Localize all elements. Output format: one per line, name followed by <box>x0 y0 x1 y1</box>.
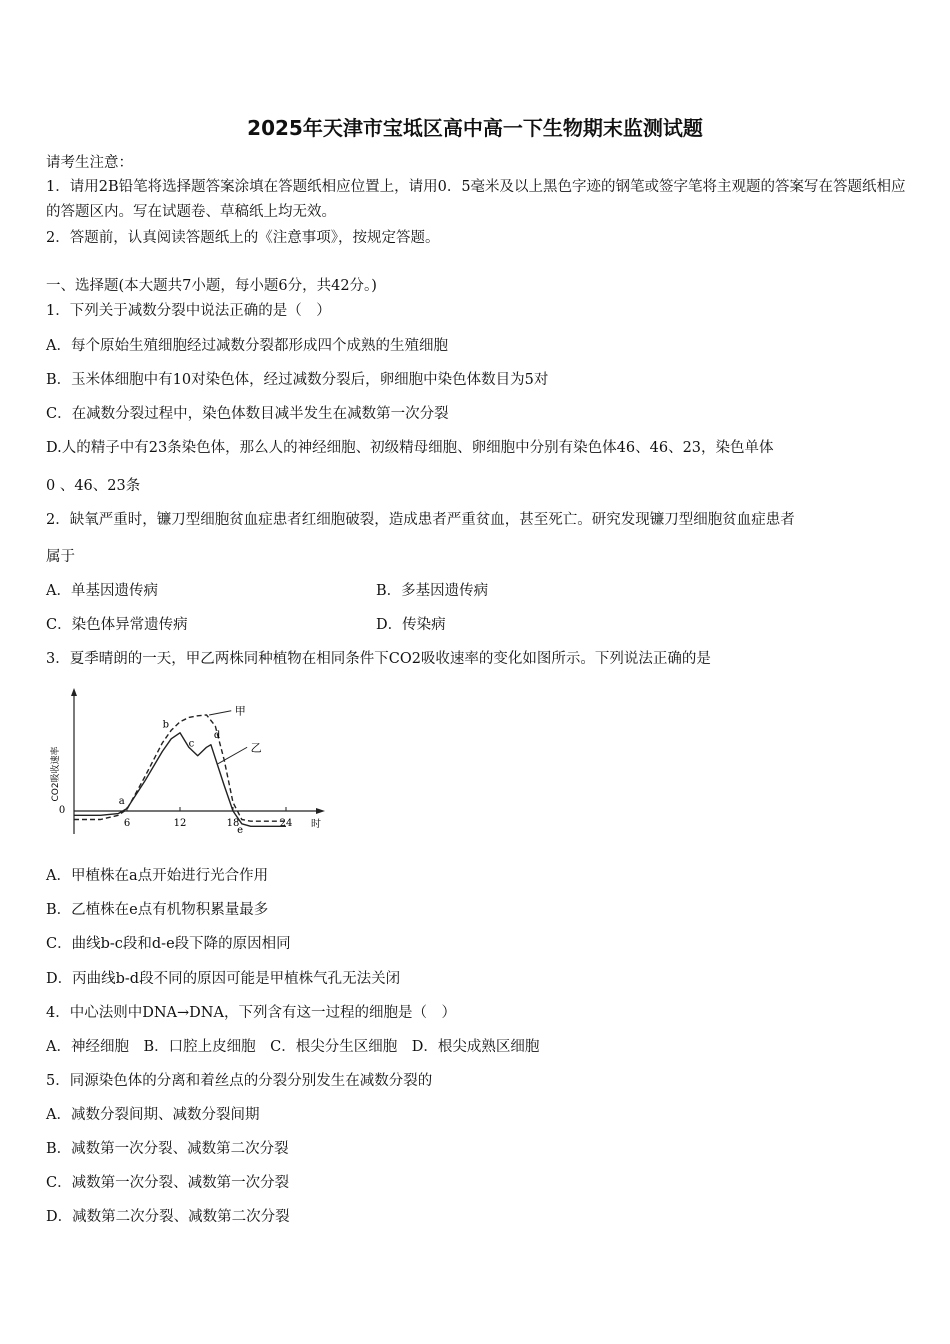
y-axis-arrow <box>71 688 77 696</box>
q2-option-d: D．传染病 <box>376 617 446 633</box>
series-line-jia <box>74 715 286 821</box>
q1-option-a: A．每个原始生殖细胞经过减数分裂都形成四个成熟的生殖细胞 <box>46 338 448 354</box>
q1-option-d: D.人的精子中有23条染色体，那么人的神经细胞、初级精母细胞、卵细胞中分别有染色体46、46、23，染色单体 <box>46 440 774 456</box>
x-tick-label-24: 24 <box>279 818 293 829</box>
x-tick-label-18: 18 <box>226 818 240 829</box>
q5-option-c: C．减数第一次分裂、减数第一次分裂 <box>46 1175 290 1191</box>
point-label-b: b <box>162 719 170 731</box>
question-3-stem: 3．夏季晴朗的一天，甲乙两株同种植物在相同条件下CO2吸收速率的变化如图所示。下列说法正确的是 <box>46 651 711 667</box>
series-label-yi: 乙 <box>250 741 262 755</box>
q2-option-c: C．染色体异常遗传病 <box>46 617 188 633</box>
series-label-jia: 甲 <box>234 704 246 718</box>
q1-option-b: B．玉米体细胞中有10对染色体，经过减数分裂后，卵细胞中染色体数目为5对 <box>46 372 549 388</box>
question-2-stem: 2．缺氧严重时，镰刀型细胞贫血症患者红细胞破裂，造成患者严重贫血，甚至死亡。研究发现镰刀型细胞贫血症患者 <box>46 512 795 528</box>
question-5-stem: 5．同源染色体的分离和着丝点的分裂分别发生在减数分裂的 <box>46 1073 433 1089</box>
point-label-a: a <box>118 796 125 808</box>
notice-item-2: 2．答题前，认真阅读答题纸上的《注意事项》，按规定答题。 <box>46 230 440 246</box>
q2-option-b: B．多基因遗传病 <box>376 583 489 599</box>
notice-item-1: 1．请用2B铅笔将选择题答案涂填在答题纸相应位置上，请用0．5毫米及以上黑色字迹的钢笔或签字笔将主观题的答案写在答题纸相应的答题区内。写在试题卷、草稿纸上均无效。 <box>46 179 906 220</box>
x-axis-arrow <box>316 808 325 814</box>
q3-option-c: C．曲线b-c段和d-e段下降的原因相同 <box>46 936 291 952</box>
q1-option-d-cont: 0 、46、23条 <box>46 478 141 494</box>
question-1-stem: 1．下列关于减数分裂中说法正确的是（ ） <box>46 303 331 319</box>
y-axis-label: CO2吸收速率 <box>51 746 61 802</box>
x-tick-label-12: 12 <box>173 818 187 829</box>
q5-option-a: A．减数分裂间期、减数分裂间期 <box>46 1107 260 1123</box>
co2-chart-svg <box>44 684 334 844</box>
section-heading: 一、选择题(本大题共7小题，每小题6分，共42分。) <box>46 278 377 294</box>
x-axis-label: 时 <box>311 819 321 830</box>
q3-option-b: B．乙植株在e点有机物积累量最多 <box>46 902 269 918</box>
question-4-stem: 4．中心法则中DNA→DNA，下列含有这一过程的细胞是（ ） <box>46 1005 456 1021</box>
page-title: 2025年天津市宝坻区高中高一下生物期末监测试题 <box>247 116 703 140</box>
q3-option-d: D．丙曲线b-d段不同的原因可能是甲植株气孔无法关闭 <box>46 971 401 987</box>
q2-option-a: A．单基因遗传病 <box>46 583 158 599</box>
co2-chart <box>44 684 334 844</box>
q1-option-c: C．在减数分裂过程中，染色体数目减半发生在减数第一次分裂 <box>46 406 449 422</box>
x-tick-label-6: 6 <box>123 818 131 829</box>
question-2-stem-cont: 属于 <box>46 549 75 565</box>
point-label-e: e <box>237 825 244 837</box>
q3-option-a: A．甲植株在a点开始进行光合作用 <box>46 868 269 884</box>
y-tick-label-0: 0 <box>58 805 66 816</box>
notice-heading: 请考生注意： <box>46 155 133 171</box>
q5-option-d: D．减数第二次分裂、减数第二次分裂 <box>46 1209 290 1225</box>
q4-options: A．神经细胞 B．口腔上皮细胞 C．根尖分生区细胞 D．根尖成熟区细胞 <box>46 1039 540 1055</box>
leader-jia <box>209 711 231 715</box>
q5-option-b: B．减数第一次分裂、减数第二次分裂 <box>46 1141 289 1157</box>
point-label-d: d <box>213 729 221 741</box>
point-label-c: c <box>188 738 195 750</box>
